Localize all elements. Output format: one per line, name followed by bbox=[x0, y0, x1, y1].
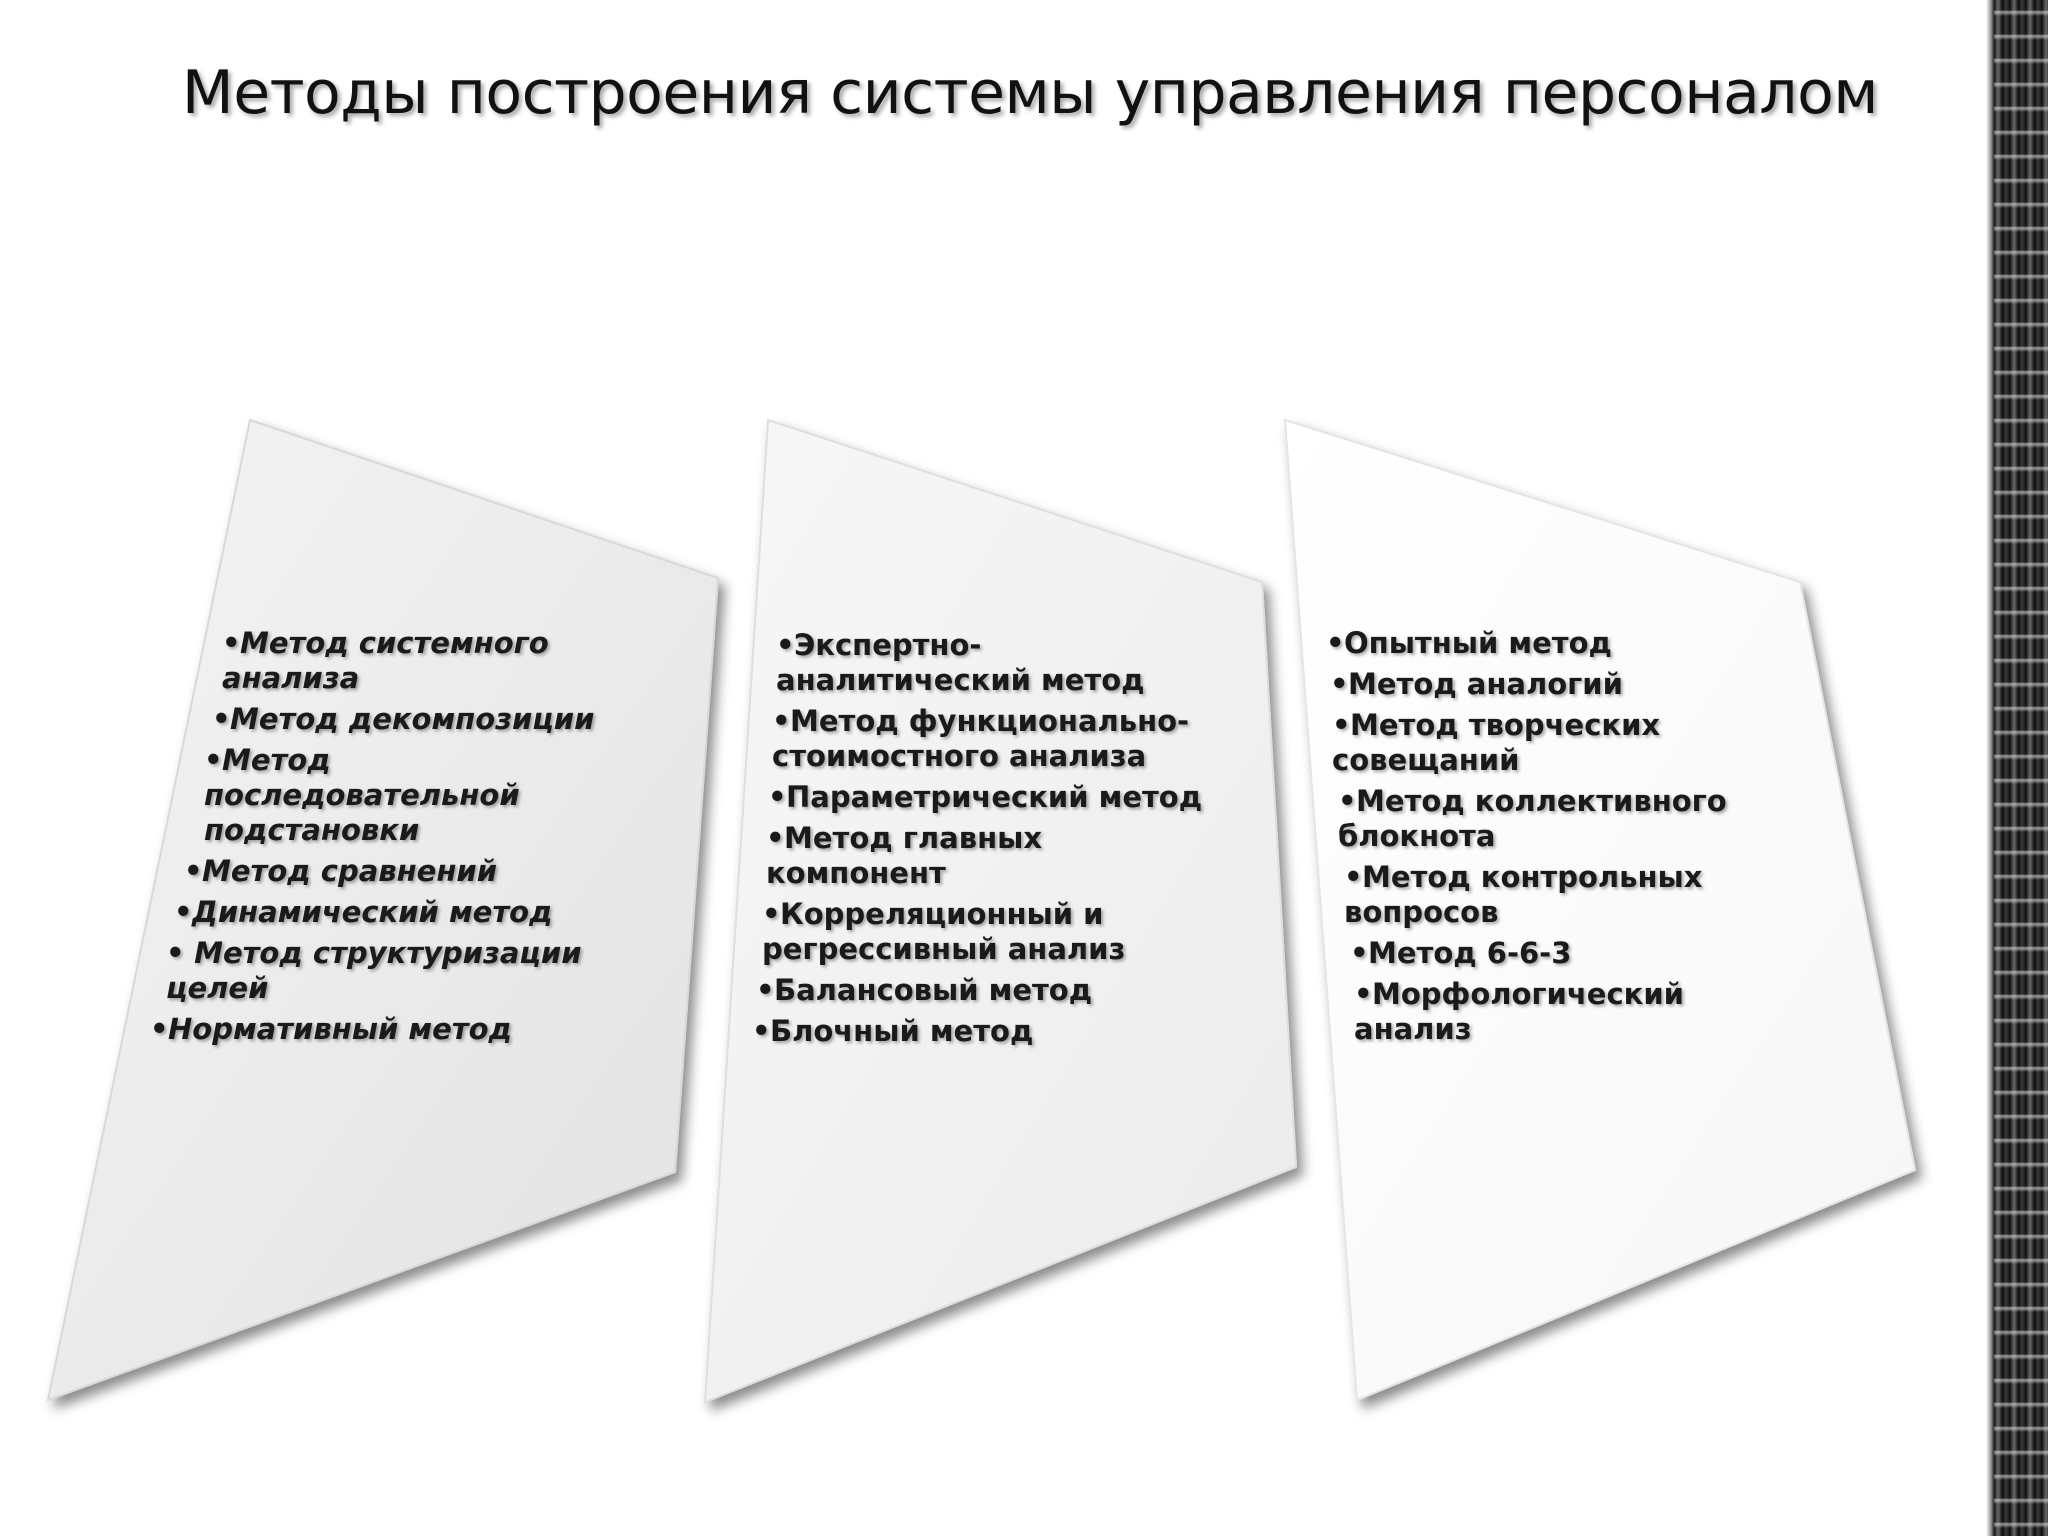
bullet-icon: • bbox=[1326, 626, 1345, 660]
column-middle-list bbox=[752, 628, 1266, 1055]
list-item: •Динамический метод bbox=[174, 895, 553, 929]
list-item: •Метод контрольных вопросов bbox=[1344, 860, 1703, 929]
bullet-icon: • bbox=[1332, 708, 1351, 742]
list-item: •Метод творческих совещаний bbox=[1332, 708, 1661, 777]
list-item: •Метод последовательной подстановки bbox=[204, 743, 520, 847]
bullet-icon: • bbox=[1338, 784, 1357, 818]
bullet-icon: • bbox=[204, 743, 223, 777]
bullet-icon: • bbox=[174, 895, 193, 929]
bullet-icon: • bbox=[1330, 667, 1349, 701]
bullet-icon: • bbox=[1354, 977, 1373, 1011]
bullet-icon: • bbox=[212, 702, 231, 736]
list-item: • Метод структуризации целей bbox=[166, 936, 582, 1005]
list-item: •Опытный метод bbox=[1326, 626, 1612, 660]
list-item: •Метод декомпозиции bbox=[212, 702, 595, 736]
bullet-icon: • bbox=[768, 780, 787, 814]
list-item: •Нормативный метод bbox=[150, 1012, 512, 1046]
column-left-list bbox=[150, 626, 692, 1053]
bullet-icon: • bbox=[1350, 936, 1369, 970]
list-item: •Метод 6-6-3 bbox=[1350, 936, 1572, 970]
slide-title: Методы построения системы управления персоналом bbox=[181, 58, 1879, 128]
bullet-icon: • bbox=[752, 1014, 771, 1048]
bullet-icon: • bbox=[166, 936, 185, 970]
list-item: •Корреляционный и регрессивный анализ bbox=[762, 897, 1126, 966]
list-item: •Морфологический анализ bbox=[1354, 977, 1684, 1046]
list-item: •Метод аналогий bbox=[1330, 667, 1623, 701]
bullet-icon: • bbox=[776, 628, 795, 662]
bullet-icon: • bbox=[150, 1012, 169, 1046]
column-right-list bbox=[1326, 626, 1826, 1053]
decorative-side-strip bbox=[1986, 0, 2048, 1536]
list-item: •Метод функционально- стоимостного анализа bbox=[772, 704, 1190, 773]
list-item: •Экспертно- аналитический метод bbox=[776, 628, 1145, 697]
bullet-icon: • bbox=[1344, 860, 1363, 894]
bullet-icon: • bbox=[222, 626, 241, 660]
list-item: •Метод сравнений bbox=[184, 854, 498, 888]
bullet-icon: • bbox=[762, 897, 781, 931]
list-item: •Метод коллективного блокнота bbox=[1338, 784, 1727, 853]
bullet-icon: • bbox=[772, 704, 791, 738]
list-item: •Балансовый метод bbox=[756, 973, 1093, 1007]
list-item: •Метод системного анализа bbox=[222, 626, 549, 695]
list-item: •Блочный метод bbox=[752, 1014, 1034, 1048]
list-item: •Метод главных компонент bbox=[766, 821, 1043, 890]
bullet-icon: • bbox=[184, 854, 203, 888]
list-item: •Параметрический метод bbox=[768, 780, 1203, 814]
bullet-icon: • bbox=[766, 821, 785, 855]
bullet-icon: • bbox=[756, 973, 775, 1007]
